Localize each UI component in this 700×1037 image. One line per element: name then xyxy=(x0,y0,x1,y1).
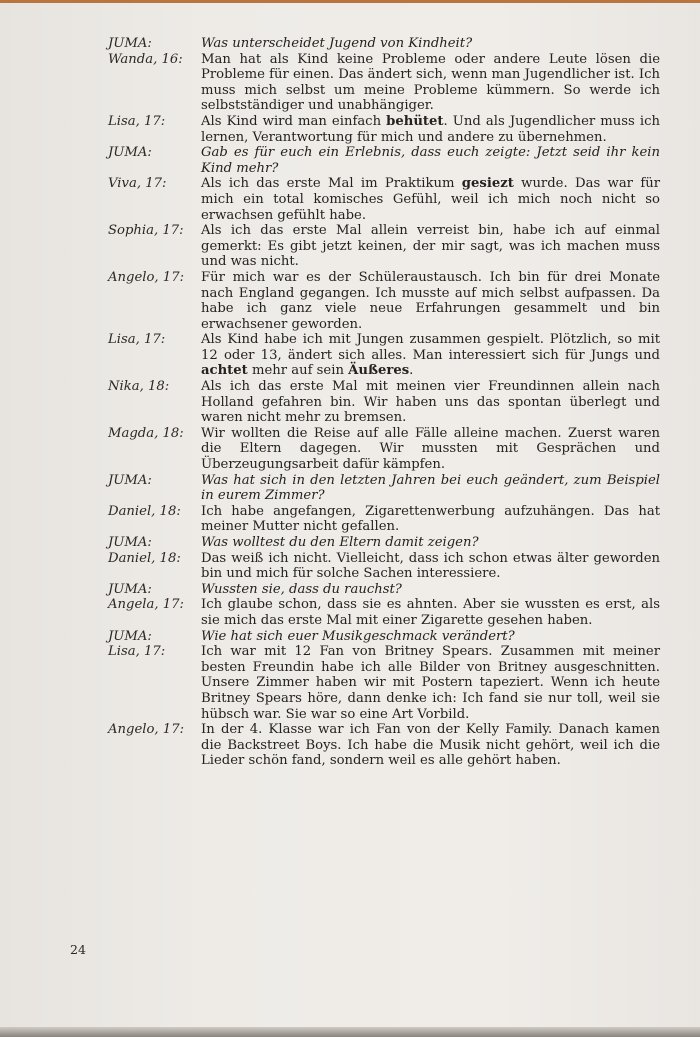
bold-vocabulary-word: gesiezt xyxy=(461,176,514,192)
question-text: Was wolltest du den Eltern damit zeigen? xyxy=(201,535,479,550)
interview-question xyxy=(108,629,660,645)
interview-answer xyxy=(108,504,660,535)
speaker-label: Viva, 17: xyxy=(108,176,167,192)
page-bottom-edge xyxy=(0,1027,700,1037)
text-run: . Und als Jugendlicher muss ich lernen, Verantwortung für mich und andere zu übernehmen. xyxy=(201,113,660,145)
speaker-label: Nika, 18: xyxy=(108,379,170,395)
answer-text xyxy=(201,332,660,379)
interview-answer xyxy=(108,332,660,379)
speaker-label: Angelo, 17: xyxy=(108,722,185,738)
speaker-label: JUMA: xyxy=(108,535,152,550)
answer-text: Für mich war es der Schüleraustausch. Ich bin für drei Monate nach England gegangen. Ich musste auf mich selbst aufpassen. Da habe ich ganz viele neue Erfahrungen gesammelt und bin erwachsener geworden. xyxy=(201,269,660,332)
question-text: Was unterscheidet Jugend von Kindheit? xyxy=(201,36,473,51)
speaker-label: Lisa, 17: xyxy=(108,332,166,348)
speaker-label: JUMA: xyxy=(108,628,152,644)
interview-answer xyxy=(108,52,660,114)
text-run: Als ich das erste Mal im Praktikum xyxy=(201,176,462,192)
speaker-label: JUMA: xyxy=(108,145,152,161)
answer-text xyxy=(201,114,660,145)
speaker-label: JUMA: xyxy=(108,36,152,51)
bold-vocabulary-word: Äußeres xyxy=(348,363,410,379)
speaker-label: Lisa, 17: xyxy=(108,644,166,660)
speaker-label: Angelo, 17: xyxy=(108,269,185,285)
page-number: 24 xyxy=(70,942,86,957)
answer-text: Ich glaube schon, dass sie es ahnten. Aber sie wussten es erst, als sie mich das erste Mal mit einer Zigarette gesehen haben. xyxy=(201,597,660,628)
text-run: Als Kind habe ich mit Jungen zusammen gespielt. Plötzlich, so mit 12 oder 13, ändert sich alles. Man interessiert sich für Jungs und xyxy=(201,332,660,363)
speaker-label: Lisa, 17: xyxy=(108,113,166,129)
interview-answer xyxy=(108,114,660,145)
speaker-label: Magda, 18: xyxy=(108,425,184,441)
page-top-edge xyxy=(0,0,700,3)
interview-question xyxy=(108,473,660,504)
question-text: Gab es für euch ein Erlebnis, dass euch zeigte: Jetzt seid ihr kein Kind mehr? xyxy=(201,145,660,176)
interview-transcript xyxy=(108,36,660,769)
text-run: Als Kind wird man einfach xyxy=(201,113,387,129)
answer-text: Ich war mit 12 Fan von Britney Spears. Zusammen mit meiner besten Freundin habe ich alle Bilder von Britney ausgeschnitten. Unsere Zimmer haben wir mit Postern tapeziert. Wenn ich heute Britney Spears höre, dann denke ich: Ich fand sie nur toll, weil sie hübsch war. Sie war so eine Art Vorbild. xyxy=(201,644,660,722)
speaker-label: Wanda, 16: xyxy=(108,51,183,67)
question-text: Wie hat sich euer Musikgeschmack verändert? xyxy=(201,628,515,644)
answer-text: Man hat als Kind keine Probleme oder andere Leute lösen die Probleme für einen. Das ändert sich, wenn man Jugendlicher ist. Ich muss mich selbst um meine Probleme kümmern. So werde ich selbstständiger und unabhängiger. xyxy=(201,51,660,114)
text-run: mehr auf sein xyxy=(247,363,349,379)
interview-answer xyxy=(108,270,660,332)
interview-answer xyxy=(108,722,660,769)
bold-vocabulary-word: behütet xyxy=(386,113,444,129)
interview-answer xyxy=(108,426,660,473)
question-text: Was hat sich in den letzten Jahren bei euch geändert, zum Beispiel in eurem Zimmer? xyxy=(201,472,660,504)
interview-question xyxy=(108,145,660,176)
answer-text: Als ich das erste Mal allein verreist bin, habe ich auf einmal gemerkt: Es gibt jetzt keinen, der mir sagt, was ich machen muss und was nicht. xyxy=(201,223,660,270)
speaker-label: Daniel, 18: xyxy=(108,550,181,566)
interview-question xyxy=(108,582,660,598)
answer-text xyxy=(201,176,660,223)
answer-text: Wir wollten die Reise auf alle Fälle alleine machen. Zuerst waren die Eltern dagegen. Wir mussten mit Gesprächen und Überzeugungsarbeit dafür kämpfen. xyxy=(201,425,660,473)
interview-answer xyxy=(108,597,660,628)
interview-question xyxy=(108,535,660,551)
answer-text: Das weiß ich nicht. Vielleicht, dass ich schon etwas älter geworden bin und mich für solche Sachen interessiere. xyxy=(201,550,660,582)
speaker-label: JUMA: xyxy=(108,581,152,597)
interview-answer xyxy=(108,176,660,223)
interview-answer xyxy=(108,551,660,582)
interview-question xyxy=(108,36,660,52)
bold-vocabulary-word: achtet xyxy=(201,363,248,379)
answer-text: Ich habe angefangen, Zigarettenwerbung aufzuhängen. Das hat meiner Mutter nicht gefallen. xyxy=(201,503,660,535)
answer-text: In der 4. Klasse war ich Fan von der Kelly Family. Danach kamen die Backstreet Boys. Ich habe die Musik nicht gehört, weil ich die Lieder schön fand, sondern weil es alle gehört haben. xyxy=(201,722,660,769)
interview-answer xyxy=(108,379,660,426)
speaker-label: JUMA: xyxy=(108,472,152,488)
interview-answer xyxy=(108,223,660,270)
text-run: . xyxy=(409,363,414,379)
text-run: wurde. Das war für mich ein total komisches Gefühl, weil ich mich noch nicht so erwachsen gefühlt habe. xyxy=(201,176,660,223)
speaker-label: Daniel, 18: xyxy=(108,503,181,519)
interview-answer xyxy=(108,644,660,722)
speaker-label: Angela, 17: xyxy=(108,597,184,613)
question-text: Wussten sie, dass du rauchst? xyxy=(201,581,402,597)
answer-text: Als ich das erste Mal mit meinen vier Freundinnen allein nach Holland gefahren bin. Wir haben uns das spontan überlegt und waren nicht mehr zu bremsen. xyxy=(201,379,660,426)
speaker-label: Sophia, 17: xyxy=(108,223,184,239)
